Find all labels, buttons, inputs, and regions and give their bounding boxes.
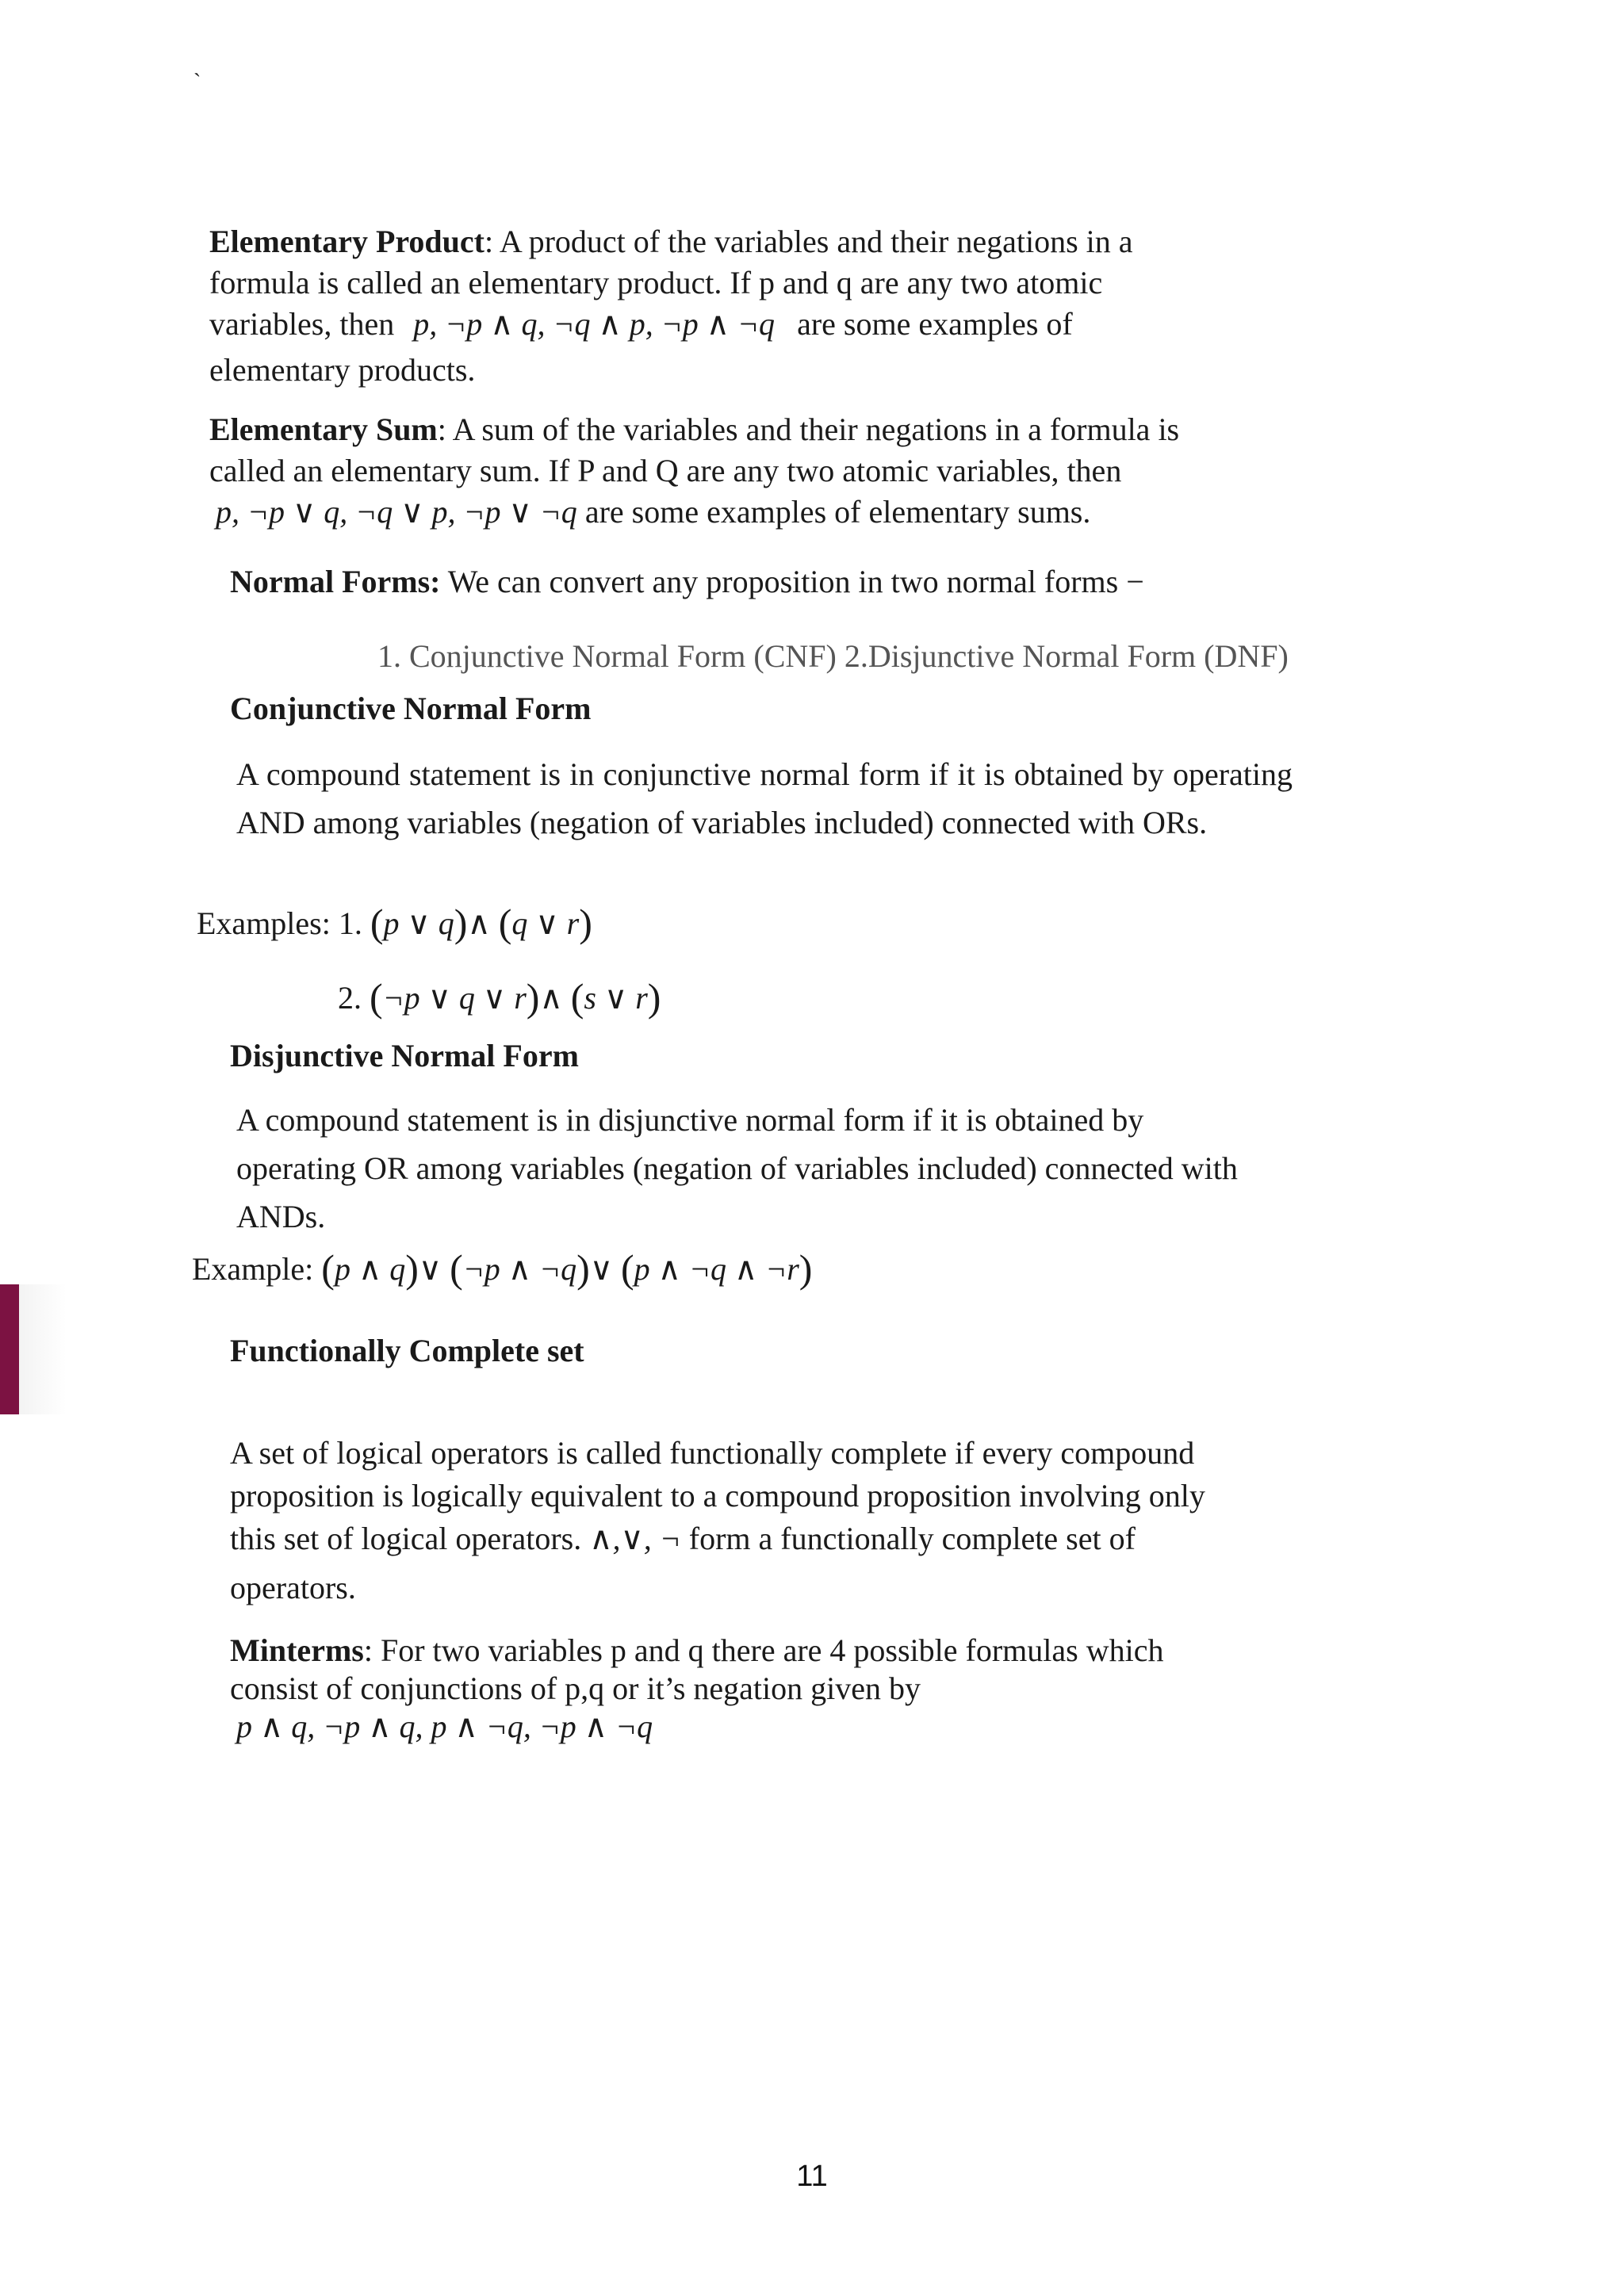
page-number: 11: [796, 2160, 828, 2193]
dnf-heading: Disjunctive Normal Form: [230, 1038, 579, 1073]
accent-bar-shadow: [19, 1284, 67, 1414]
dnf-example-label: Example:: [192, 1251, 322, 1287]
cnf-ex2-b: s ∨ r: [584, 980, 648, 1016]
fc-line2: proposition is logically equivalent to a compound proposition involving only: [230, 1478, 1205, 1513]
elementary-sum-math: p, ¬p ∨ q, ¬q ∨ p, ¬p ∨ ¬q: [216, 494, 577, 530]
dnf-ex-c: p ∧ ¬q ∧ ¬r: [634, 1251, 799, 1287]
fc-line3-pre: this set of logical operators.: [230, 1521, 590, 1556]
dnf-example: Example: (p ∧ q)∨ (¬p ∧ ¬q)∨ (p ∧ ¬q ∧ ¬r): [192, 1246, 813, 1291]
functionally-complete-body: [230, 1432, 1340, 1609]
cnf-example-2: 2. (¬p ∨ q ∨ r)∧ (s ∨ r): [338, 975, 661, 1020]
elementary-sum-paragraph: [209, 409, 1240, 533]
cnf-ex2-a: ¬p ∨ q ∨ r: [382, 980, 527, 1016]
normal-forms-text: We can convert any proposition in two normal forms −: [440, 564, 1144, 599]
minterms-paragraph: [230, 1632, 1340, 1746]
elementary-product-line4: elementary products.: [209, 352, 476, 388]
cnf-example-1: Examples: 1. (p ∨ q)∧ (q ∨ r): [197, 901, 592, 945]
minterms-term: Minterms: [230, 1632, 364, 1668]
elementary-sum-term: Elementary Sum: [209, 411, 438, 447]
dnf-line3: ANDs.: [236, 1199, 326, 1234]
fc-line1: A set of logical operators is called functionally complete if every compound: [230, 1435, 1195, 1471]
elementary-sum-line2: called an elementary sum. If P and Q are any two atomic variables, then: [209, 453, 1122, 488]
elementary-product-math: p, ¬p ∧ q, ¬q ∧ p, ¬p ∧ ¬q: [413, 306, 776, 342]
dnf-ex-a: p ∧ q: [334, 1251, 406, 1287]
normal-forms-paragraph: [230, 561, 1340, 603]
cnf-ex1-a: p ∨ q: [383, 905, 454, 941]
cnf-examples-label: Examples: 1.: [197, 905, 370, 941]
minterms-line2: consist of conjunctions of p,q or it’s negation given by: [230, 1670, 921, 1706]
cnf-body: A compound statement is in conjunctive normal form if it is obtained by operating AND among variables (negation of variables included) connected with ORs.: [236, 756, 1293, 840]
fc-operators: ∧,∨, ¬: [589, 1521, 681, 1556]
elementary-product-line2: formula is called an elementary product. If p and q are any two atomic: [209, 265, 1103, 300]
cnf-heading: Conjunctive Normal Form: [230, 691, 592, 726]
accent-bar: [0, 1284, 19, 1414]
normal-forms-list: 1. Conjunctive Normal Form (CNF) 2.Disjunctive Normal Form (DNF): [377, 638, 1289, 674]
minterms-math: p ∧ q, ¬p ∧ q, p ∧ ¬q, ¬p ∧ ¬q: [236, 1709, 653, 1744]
cnf-ex1-b: q ∨ r: [511, 905, 580, 941]
elementary-product-line1: : A product of the variables and their negations in a: [484, 224, 1133, 259]
elementary-product-line3-pre: variables, then: [209, 306, 403, 342]
normal-forms-term: Normal Forms:: [230, 564, 441, 599]
dnf-line1: A compound statement is in disjunctive normal form if it is obtained by: [236, 1102, 1144, 1138]
elementary-product-paragraph: [209, 221, 1240, 391]
dnf-ex-b: ¬p ∧ ¬q: [462, 1251, 577, 1287]
functionally-complete-heading: Functionally Complete set: [230, 1333, 584, 1368]
cnf-ex2-num: 2.: [338, 980, 370, 1016]
elementary-sum-line3-post: are some examples of elementary sums.: [576, 494, 1091, 530]
elementary-product-term: Elementary Product: [209, 224, 485, 259]
elementary-product-line3-post: are some examples of: [797, 306, 1073, 342]
dnf-line2: operating OR among variables (negation of variables included) connected with: [236, 1150, 1238, 1186]
minterms-line1: : For two variables p and q there are 4 possible formulas which: [363, 1632, 1164, 1668]
fc-line3-post: form a functionally complete set of: [680, 1521, 1136, 1556]
elementary-sum-line1: : A sum of the variables and their negations in a formula is: [437, 411, 1180, 447]
dnf-body: [236, 1096, 1346, 1241]
fc-line4: operators.: [230, 1570, 356, 1605]
header-mark: `: [193, 70, 201, 94]
